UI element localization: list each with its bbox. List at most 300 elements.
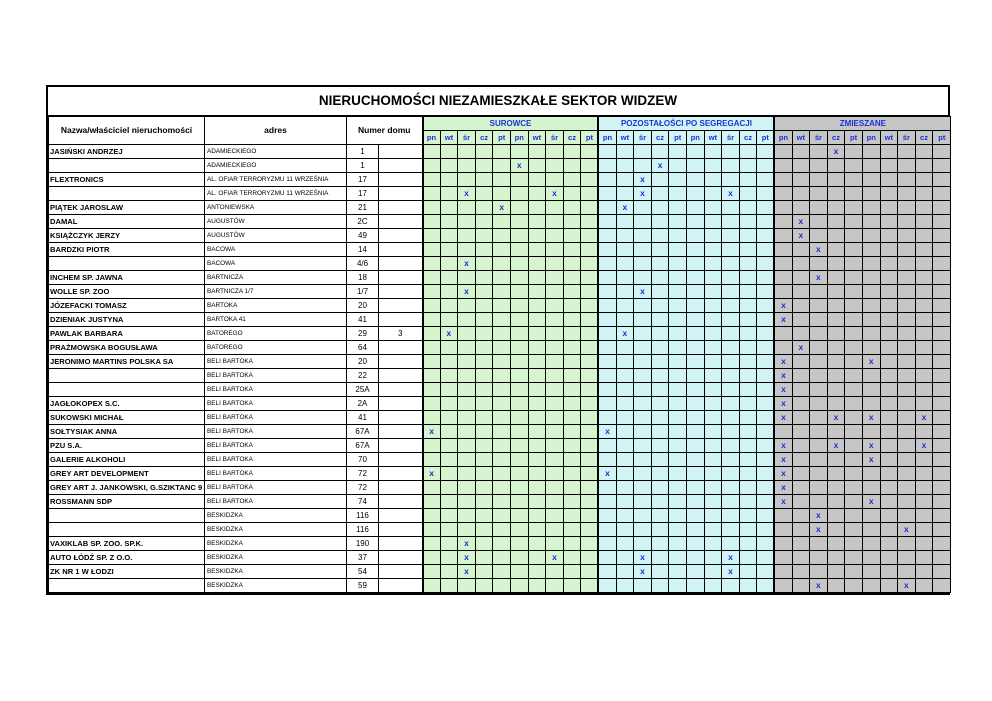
day-cell xyxy=(774,551,792,565)
day-cell xyxy=(827,229,845,243)
day-cell xyxy=(651,565,669,579)
day-cell xyxy=(616,299,634,313)
day-cell xyxy=(458,467,476,481)
day-cell xyxy=(493,229,511,243)
day-cell xyxy=(475,145,493,159)
day-header-surowce-4: pt xyxy=(493,131,511,145)
day-cell xyxy=(898,285,916,299)
owner-name-cell: PAWLAK BARBARA xyxy=(49,327,205,341)
day-cell xyxy=(933,425,951,439)
extra-cell xyxy=(379,495,423,509)
day-cell xyxy=(581,383,599,397)
day-cell xyxy=(862,229,880,243)
day-cell xyxy=(510,243,528,257)
pickup-mark: x xyxy=(774,481,792,495)
day-cell xyxy=(423,495,441,509)
day-cell xyxy=(827,383,845,397)
day-cell xyxy=(933,579,951,593)
pickup-mark: x xyxy=(634,565,652,579)
day-cell xyxy=(616,355,634,369)
day-cell xyxy=(423,453,441,467)
day-cell xyxy=(651,523,669,537)
day-cell xyxy=(792,537,810,551)
extra-cell xyxy=(379,369,423,383)
day-cell xyxy=(669,411,687,425)
day-cell xyxy=(440,509,458,523)
day-cell xyxy=(880,341,898,355)
day-cell xyxy=(827,201,845,215)
day-cell xyxy=(880,355,898,369)
table-row xyxy=(49,481,951,495)
day-cell xyxy=(546,411,564,425)
day-cell xyxy=(634,355,652,369)
day-cell xyxy=(616,229,634,243)
pickup-mark: x xyxy=(774,369,792,383)
day-cell xyxy=(440,523,458,537)
day-cell xyxy=(458,215,476,229)
day-cell xyxy=(440,271,458,285)
day-cell xyxy=(475,509,493,523)
table-row xyxy=(49,523,951,537)
day-cell xyxy=(915,355,933,369)
day-cell xyxy=(546,229,564,243)
day-cell xyxy=(827,495,845,509)
day-cell xyxy=(634,299,652,313)
day-cell xyxy=(423,159,441,173)
day-cell xyxy=(704,537,722,551)
day-cell xyxy=(810,551,828,565)
day-cell xyxy=(423,257,441,271)
day-cell xyxy=(669,579,687,593)
owner-name-cell: GREY ART DEVELOPMENT xyxy=(49,467,205,481)
day-cell xyxy=(774,229,792,243)
day-cell xyxy=(528,495,546,509)
day-cell xyxy=(475,187,493,201)
day-cell xyxy=(722,285,740,299)
day-cell xyxy=(669,495,687,509)
day-cell xyxy=(739,523,757,537)
day-cell xyxy=(739,313,757,327)
day-cell xyxy=(722,271,740,285)
address-cell: BELI BARTOKA xyxy=(205,495,347,509)
day-cell xyxy=(475,453,493,467)
table-row xyxy=(49,495,951,509)
day-cell xyxy=(440,411,458,425)
address-cell: BELI BARTOKA xyxy=(205,481,347,495)
day-cell xyxy=(669,299,687,313)
day-cell xyxy=(774,159,792,173)
day-header-zmieszane-7: śr xyxy=(898,131,916,145)
day-cell xyxy=(704,411,722,425)
day-cell xyxy=(528,383,546,397)
day-cell xyxy=(792,579,810,593)
day-cell xyxy=(704,159,722,173)
day-cell xyxy=(510,271,528,285)
day-cell xyxy=(739,565,757,579)
day-cell xyxy=(757,481,775,495)
day-cell xyxy=(598,229,616,243)
table-row xyxy=(49,537,951,551)
day-cell xyxy=(634,537,652,551)
house-number-cell: 20 xyxy=(347,355,379,369)
day-header-pozostalosci-5: pn xyxy=(686,131,704,145)
extra-cell xyxy=(379,411,423,425)
day-cell xyxy=(423,551,441,565)
day-cell xyxy=(458,411,476,425)
day-cell xyxy=(616,243,634,257)
day-cell xyxy=(510,341,528,355)
owner-name-cell xyxy=(49,257,205,271)
day-cell xyxy=(651,369,669,383)
day-cell xyxy=(440,453,458,467)
day-cell xyxy=(598,355,616,369)
day-cell xyxy=(598,201,616,215)
day-cell xyxy=(739,509,757,523)
day-cell xyxy=(933,299,951,313)
day-cell xyxy=(563,481,581,495)
day-cell xyxy=(862,215,880,229)
day-cell xyxy=(722,327,740,341)
day-cell xyxy=(546,285,564,299)
day-cell xyxy=(774,341,792,355)
pickup-mark: x xyxy=(616,327,634,341)
owner-name-cell xyxy=(49,159,205,173)
extra-cell xyxy=(379,145,423,159)
day-cell xyxy=(862,579,880,593)
day-cell xyxy=(669,509,687,523)
day-cell xyxy=(915,383,933,397)
day-cell xyxy=(598,159,616,173)
day-cell xyxy=(546,579,564,593)
day-cell xyxy=(722,579,740,593)
day-cell xyxy=(598,313,616,327)
day-cell xyxy=(528,523,546,537)
day-cell xyxy=(528,145,546,159)
day-cell xyxy=(739,285,757,299)
day-cell xyxy=(880,187,898,201)
day-cell xyxy=(880,481,898,495)
day-cell xyxy=(933,369,951,383)
day-cell xyxy=(581,229,599,243)
pickup-mark: x xyxy=(722,565,740,579)
day-cell xyxy=(827,509,845,523)
day-cell xyxy=(898,215,916,229)
day-cell xyxy=(423,523,441,537)
extra-cell xyxy=(379,201,423,215)
day-cell xyxy=(862,467,880,481)
day-cell xyxy=(458,243,476,257)
day-cell xyxy=(704,467,722,481)
day-cell xyxy=(475,383,493,397)
table-row xyxy=(49,551,951,565)
pickup-mark: x xyxy=(458,565,476,579)
day-cell xyxy=(581,453,599,467)
day-cell xyxy=(915,523,933,537)
house-number-cell: 41 xyxy=(347,313,379,327)
house-number-cell: 67A xyxy=(347,439,379,453)
day-cell xyxy=(669,383,687,397)
day-cell xyxy=(528,369,546,383)
day-cell xyxy=(933,523,951,537)
owner-name-cell xyxy=(49,383,205,397)
day-cell xyxy=(528,439,546,453)
owner-name-cell xyxy=(49,523,205,537)
day-cell xyxy=(669,257,687,271)
day-cell xyxy=(915,341,933,355)
day-cell xyxy=(510,397,528,411)
day-cell xyxy=(634,271,652,285)
day-cell xyxy=(739,215,757,229)
day-cell xyxy=(493,565,511,579)
owner-name-cell: AUTO ŁÓDŹ SP. Z O.O. xyxy=(49,551,205,565)
address-cell: BESKIDZKA xyxy=(205,509,347,523)
day-cell xyxy=(510,299,528,313)
day-cell xyxy=(757,229,775,243)
extra-cell xyxy=(379,537,423,551)
day-cell xyxy=(880,439,898,453)
day-cell xyxy=(704,523,722,537)
day-cell xyxy=(634,397,652,411)
extra-cell xyxy=(379,313,423,327)
day-cell xyxy=(739,481,757,495)
day-cell xyxy=(440,299,458,313)
day-cell xyxy=(423,145,441,159)
owner-name-cell: WOLLE SP. ZOO xyxy=(49,285,205,299)
owner-name-cell: JERONIMO MARTINS POLSKA SA xyxy=(49,355,205,369)
day-cell xyxy=(493,397,511,411)
pickup-mark: x xyxy=(774,313,792,327)
day-cell xyxy=(458,299,476,313)
day-cell xyxy=(616,467,634,481)
day-cell xyxy=(898,313,916,327)
day-cell xyxy=(634,327,652,341)
day-cell xyxy=(915,201,933,215)
day-cell xyxy=(757,257,775,271)
day-cell xyxy=(563,467,581,481)
day-cell xyxy=(546,439,564,453)
extra-cell xyxy=(379,341,423,355)
address-cell: BELI BARTOKA xyxy=(205,383,347,397)
day-cell xyxy=(510,411,528,425)
pickup-mark: x xyxy=(774,397,792,411)
day-cell xyxy=(686,495,704,509)
extra-cell xyxy=(379,523,423,537)
day-cell xyxy=(423,509,441,523)
day-cell xyxy=(757,453,775,467)
pickup-mark: x xyxy=(792,215,810,229)
day-cell xyxy=(810,201,828,215)
pickup-mark: x xyxy=(458,537,476,551)
day-cell xyxy=(510,579,528,593)
day-cell xyxy=(862,369,880,383)
day-cell xyxy=(792,453,810,467)
day-cell xyxy=(757,327,775,341)
day-cell xyxy=(915,257,933,271)
day-cell xyxy=(458,173,476,187)
day-cell xyxy=(616,453,634,467)
day-cell xyxy=(739,453,757,467)
address-cell: BELI BARTOKA xyxy=(205,355,347,369)
pickup-mark: x xyxy=(827,439,845,453)
day-cell xyxy=(669,145,687,159)
day-header-zmieszane-8: cz xyxy=(915,131,933,145)
address-cell: BELI BARTOKA xyxy=(205,411,347,425)
day-cell xyxy=(669,565,687,579)
day-cell xyxy=(739,187,757,201)
extra-cell xyxy=(379,397,423,411)
day-cell xyxy=(898,341,916,355)
day-cell xyxy=(616,397,634,411)
day-cell xyxy=(458,313,476,327)
day-cell xyxy=(774,187,792,201)
day-cell xyxy=(634,523,652,537)
day-cell xyxy=(774,523,792,537)
extra-cell xyxy=(379,285,423,299)
day-cell xyxy=(458,341,476,355)
house-number-cell: 72 xyxy=(347,467,379,481)
day-cell xyxy=(651,285,669,299)
day-cell xyxy=(669,159,687,173)
pickup-mark: x xyxy=(827,145,845,159)
day-cell xyxy=(862,537,880,551)
day-cell xyxy=(792,481,810,495)
pickup-mark: x xyxy=(546,187,564,201)
day-cell xyxy=(722,215,740,229)
day-cell xyxy=(563,215,581,229)
day-cell xyxy=(546,201,564,215)
day-cell xyxy=(475,537,493,551)
address-cell: ADAMIECKIEGO xyxy=(205,145,347,159)
address-cell: BATOREGO xyxy=(205,341,347,355)
day-cell xyxy=(845,187,863,201)
day-cell xyxy=(669,537,687,551)
day-cell xyxy=(581,509,599,523)
day-cell xyxy=(563,411,581,425)
address-cell: AUGUSTÓW xyxy=(205,229,347,243)
day-cell xyxy=(704,397,722,411)
day-cell xyxy=(774,537,792,551)
table-row xyxy=(49,243,951,257)
day-cell xyxy=(933,285,951,299)
pickup-mark: x xyxy=(458,551,476,565)
day-cell xyxy=(827,271,845,285)
day-cell xyxy=(651,229,669,243)
owner-name-cell xyxy=(49,369,205,383)
day-cell xyxy=(423,397,441,411)
day-cell xyxy=(792,243,810,257)
owner-name-cell: ROSSMANN SDP xyxy=(49,495,205,509)
house-number-cell: 116 xyxy=(347,509,379,523)
day-cell xyxy=(739,299,757,313)
extra-cell xyxy=(379,229,423,243)
pickup-mark: x xyxy=(898,579,916,593)
day-cell xyxy=(862,425,880,439)
house-number-cell: 17 xyxy=(347,173,379,187)
day-cell xyxy=(915,285,933,299)
day-cell xyxy=(933,243,951,257)
extra-cell xyxy=(379,187,423,201)
day-cell xyxy=(792,173,810,187)
day-cell xyxy=(898,257,916,271)
day-cell xyxy=(739,159,757,173)
day-cell xyxy=(493,341,511,355)
day-header-zmieszane-3: cz xyxy=(827,131,845,145)
day-cell xyxy=(722,243,740,257)
group-header-surowce: SUROWCE xyxy=(423,117,599,131)
address-cell: ANTONIEWSKA xyxy=(205,201,347,215)
day-cell xyxy=(563,243,581,257)
day-cell xyxy=(458,397,476,411)
day-cell xyxy=(880,397,898,411)
day-cell xyxy=(546,523,564,537)
day-cell xyxy=(423,243,441,257)
day-cell xyxy=(510,285,528,299)
day-cell xyxy=(810,313,828,327)
day-cell xyxy=(757,467,775,481)
day-cell xyxy=(475,341,493,355)
day-header-zmieszane-2: śr xyxy=(810,131,828,145)
pickup-mark: x xyxy=(774,383,792,397)
day-cell xyxy=(880,579,898,593)
day-cell xyxy=(757,187,775,201)
day-cell xyxy=(616,523,634,537)
day-cell xyxy=(757,299,775,313)
day-cell xyxy=(915,551,933,565)
house-number-cell: 70 xyxy=(347,453,379,467)
day-cell xyxy=(686,313,704,327)
day-cell xyxy=(862,481,880,495)
extra-cell xyxy=(379,173,423,187)
day-cell xyxy=(898,299,916,313)
day-cell xyxy=(510,257,528,271)
day-cell xyxy=(651,201,669,215)
day-cell xyxy=(475,439,493,453)
day-cell xyxy=(810,355,828,369)
day-cell xyxy=(704,187,722,201)
day-cell xyxy=(792,523,810,537)
table-row xyxy=(49,257,951,271)
day-cell xyxy=(598,299,616,313)
day-cell xyxy=(616,481,634,495)
day-cell xyxy=(757,215,775,229)
day-header-pozostalosci-2: śr xyxy=(634,131,652,145)
day-cell xyxy=(757,579,775,593)
day-cell xyxy=(423,313,441,327)
day-cell xyxy=(598,383,616,397)
day-header-surowce-7: śr xyxy=(546,131,564,145)
table-row xyxy=(49,425,951,439)
day-cell xyxy=(845,257,863,271)
day-cell xyxy=(704,495,722,509)
day-cell xyxy=(898,271,916,285)
day-cell xyxy=(493,285,511,299)
day-cell xyxy=(563,229,581,243)
day-cell xyxy=(423,285,441,299)
day-cell xyxy=(546,495,564,509)
pickup-mark: x xyxy=(722,551,740,565)
sheet-title: NIERUCHOMOŚCI NIEZAMIESZKAŁE SEKTOR WIDZEW xyxy=(48,87,948,116)
schedule-table xyxy=(48,116,951,593)
day-cell xyxy=(598,173,616,187)
day-cell xyxy=(915,537,933,551)
day-cell xyxy=(651,411,669,425)
day-cell xyxy=(845,579,863,593)
day-cell xyxy=(704,565,722,579)
day-cell xyxy=(792,145,810,159)
day-cell xyxy=(722,257,740,271)
day-cell xyxy=(810,215,828,229)
day-cell xyxy=(792,327,810,341)
